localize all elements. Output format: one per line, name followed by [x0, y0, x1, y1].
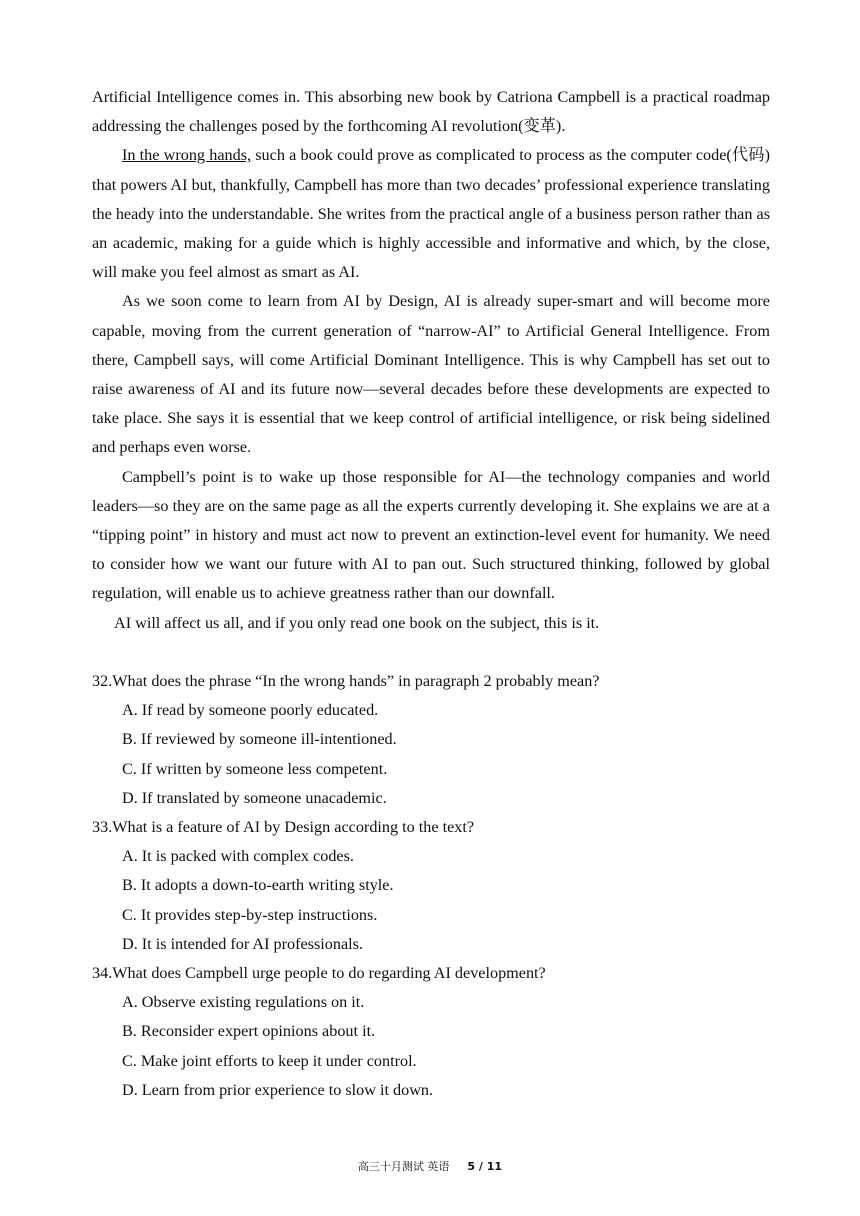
question-32	[92, 667, 770, 813]
question-stem: 33.What is a feature of AI by Design according to the text?	[92, 818, 475, 837]
option-c: C. Make joint efforts to keep it under control.	[122, 1051, 417, 1070]
option-a: A. If read by someone poorly educated.	[122, 701, 379, 720]
paragraph-4: Campbell’s point is to wake up those responsible for AI—the technology companies and world leaders—so they are on the same page as all the experts currently developing it. She explains we are at a “tipping point” in history and must act now to prevent an extinction-level event for humanity. We need to consider how we want our future with AI to pan out. Such structured thinking, followed by global regulation, will enable us to achieve greatness rather than our downfall.	[92, 467, 770, 603]
question-34	[92, 959, 770, 1105]
option-b: B. It adopts a down-to-earth writing style.	[122, 876, 394, 895]
page-footer	[0, 1158, 860, 1174]
paragraph-5: AI will affect us all, and if you only read one book on the subject, this is it.	[114, 613, 600, 632]
option-a: A. It is packed with complex codes.	[122, 847, 354, 866]
option-d: D. It is intended for AI professionals.	[122, 934, 363, 953]
paragraph-1: Artificial Intelligence comes in. This absorbing new book by Catriona Campbell is a practical roadmap addressing the challenges posed by the forthcoming AI revolution(变革).	[92, 88, 770, 136]
option-b: B. If reviewed by someone ill-intentioned.	[122, 730, 397, 749]
option-d: D. Learn from prior experience to slow it down.	[122, 1080, 434, 1099]
option-c: C. If written by someone less competent.	[122, 759, 388, 778]
spacer	[92, 638, 770, 667]
underlined-phrase: In the wrong hands,	[122, 146, 252, 165]
option-a: A. Observe existing regulations on it.	[122, 993, 365, 1012]
question-33	[92, 813, 770, 959]
question-stem: 32.What does the phrase “In the wrong hands” in paragraph 2 probably mean?	[92, 672, 600, 691]
option-b: B. Reconsider expert opinions about it.	[122, 1022, 376, 1041]
page-number: 5 / 11	[467, 1160, 503, 1173]
paragraph-2	[92, 141, 770, 287]
reading-passage	[92, 83, 770, 1105]
footer-title: 高三十月测试 英语	[357, 1160, 450, 1173]
option-c: C. It provides step-by-step instructions.	[122, 905, 378, 924]
option-d: D. If translated by someone unacademic.	[122, 788, 387, 807]
question-stem: 34.What does Campbell urge people to do regarding AI development?	[92, 964, 546, 983]
paragraph-3: As we soon come to learn from AI by Design, AI is already super-smart and will become more capable, moving from the current generation of “narrow-AI” to Artificial General Intelligence. From there, Campbell says, will come Artificial Dominant Intelligence. This is why Campbell has set out to raise awareness of AI and its future now—several decades before these developments are expected to take place. She says it is essential that we keep control of artificial intelligence, or risk being sidelined and perhaps even worse.	[92, 292, 770, 457]
paragraph-2-text: such a book could prove as complicated to process as the computer code(代码) that powers AI but, thankfully, Campbell has more than two decades’ professional experience translating the heady into the understandable. She writes from the practical angle of a business person rather than as an academic, making for a guide which is highly accessible and informative and which, by the close, will make you feel almost as smart as AI.	[92, 146, 770, 282]
